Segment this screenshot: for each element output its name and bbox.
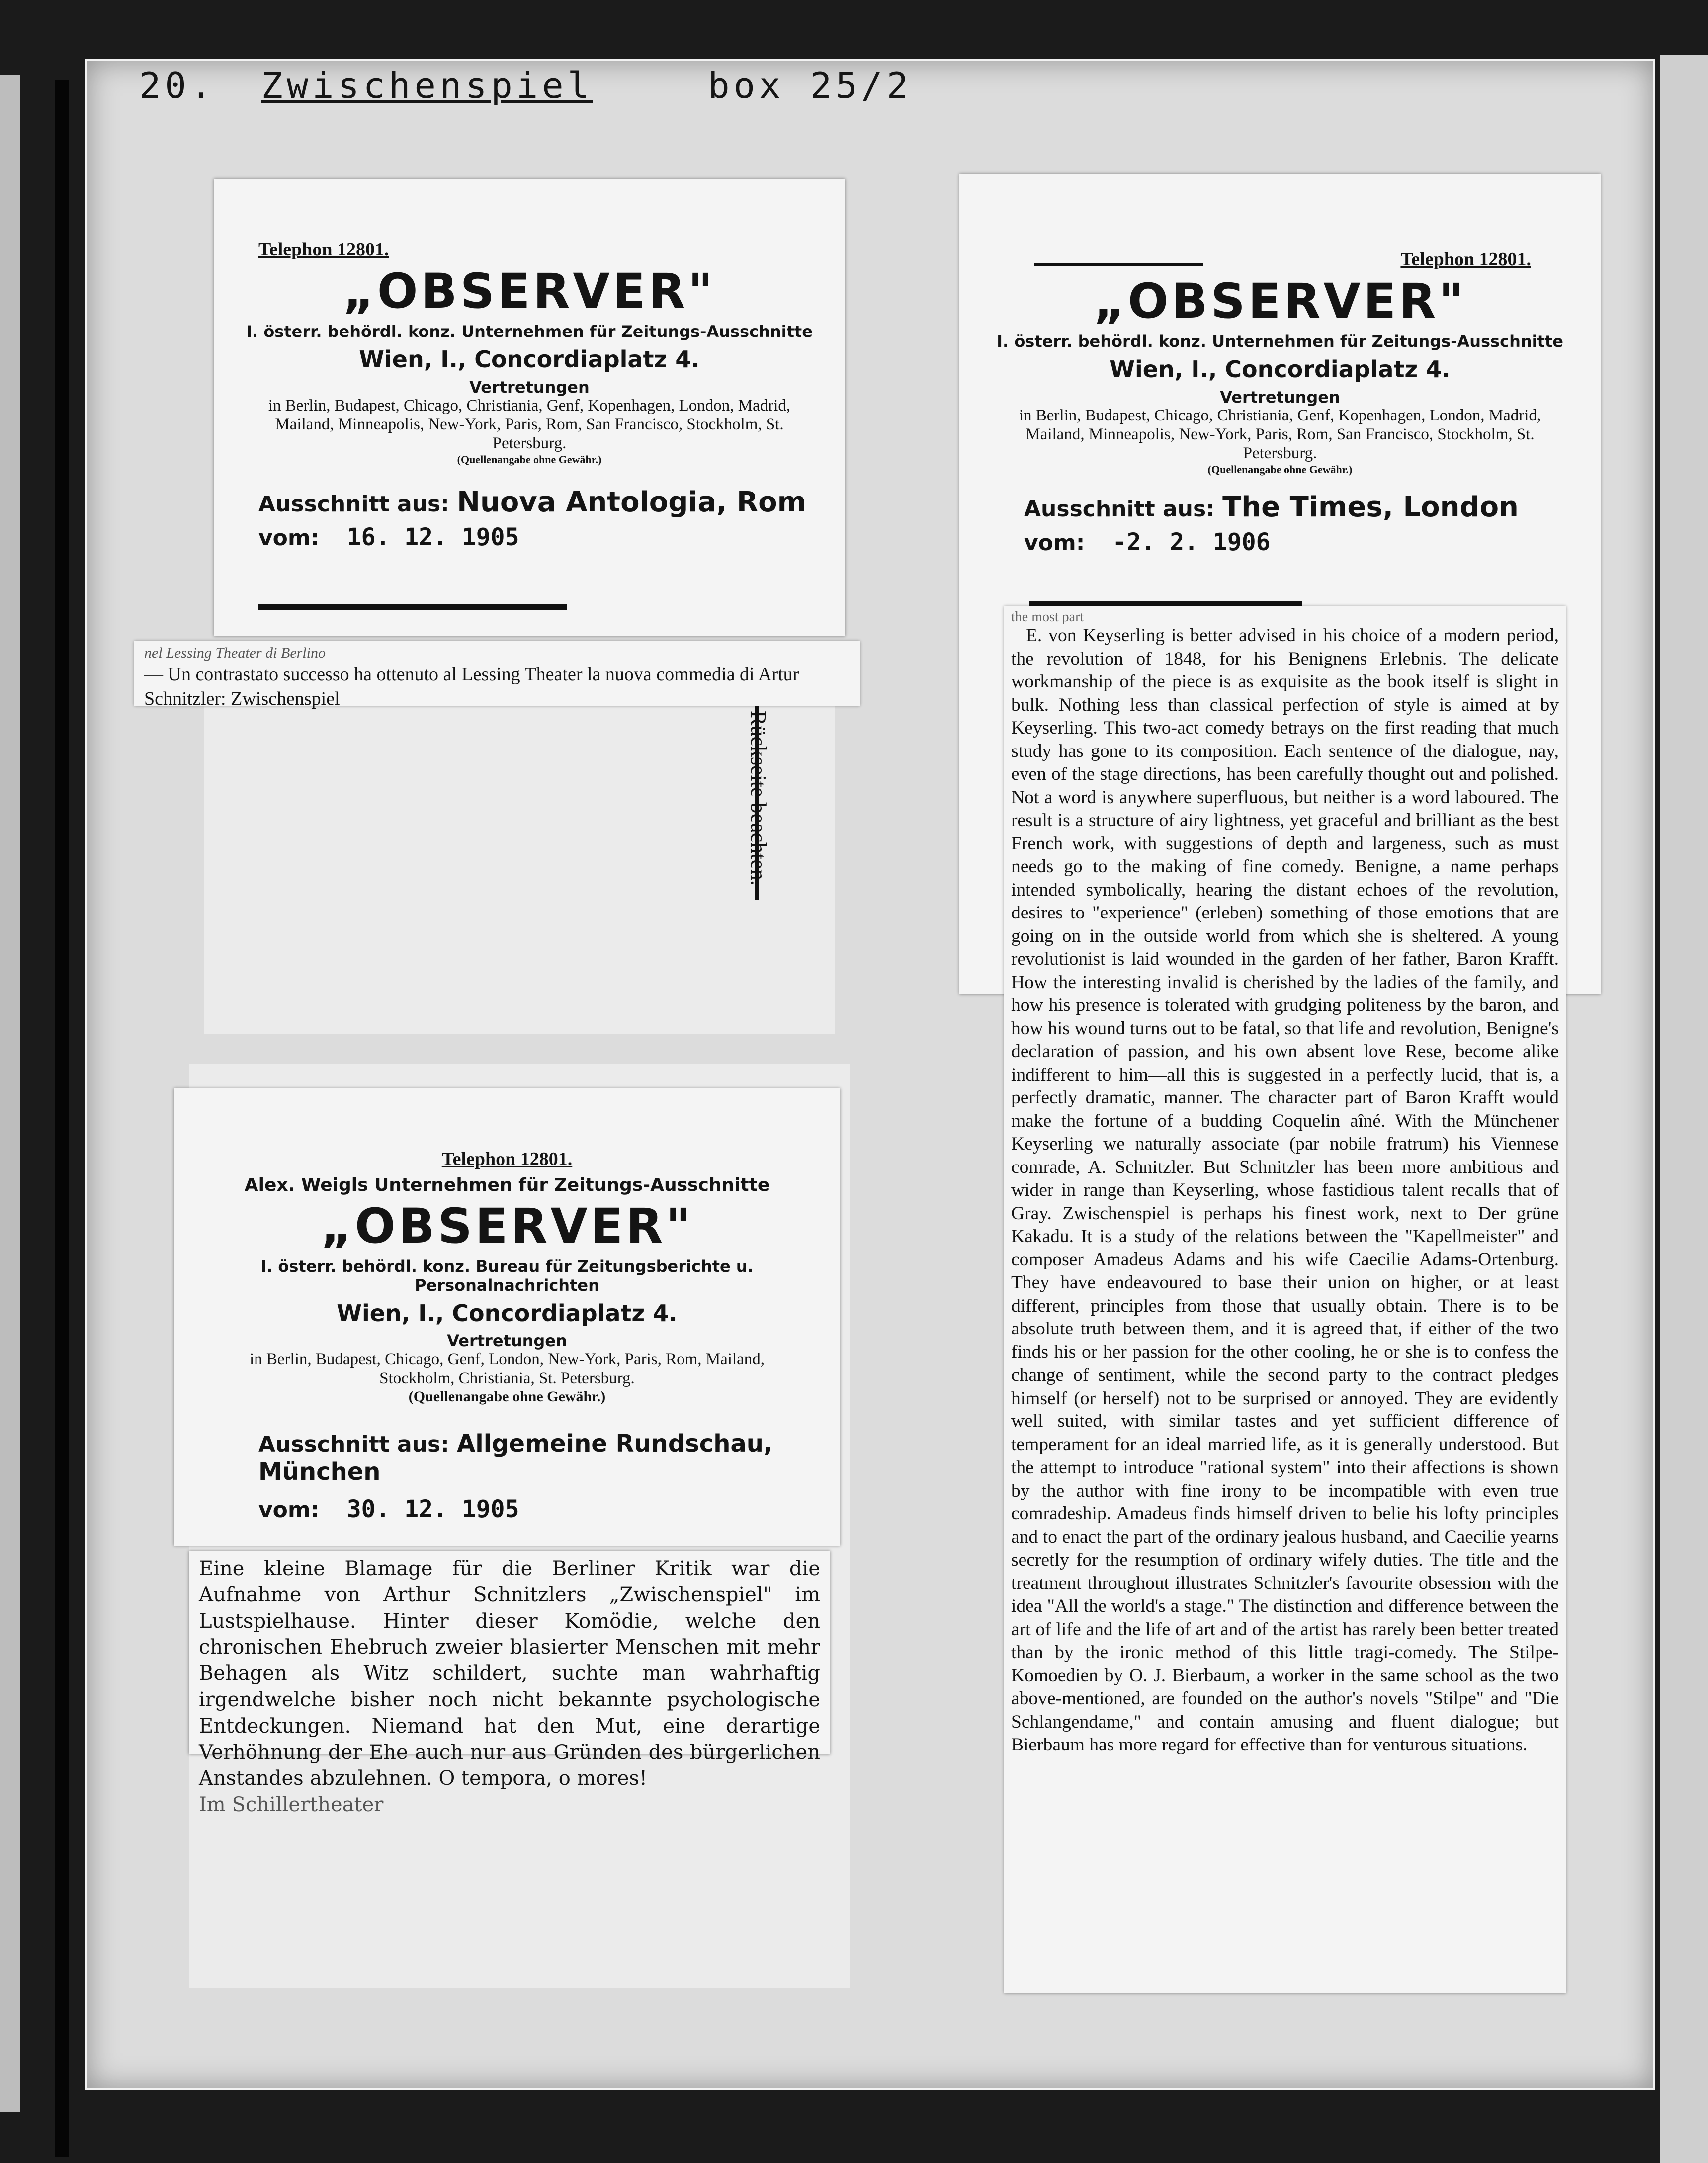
stamp-subtitle: I. österr. behördl. konz. Unternehmen für Zeitungs-Ausschnitte [997, 332, 1563, 351]
mount-left-top [204, 686, 835, 1034]
vom-label: vom: [1024, 530, 1085, 556]
stamp-left-top [214, 179, 845, 636]
vertretungen-label: Vertretungen [469, 378, 590, 397]
clip-date: -2. 2. 1906 [1112, 528, 1271, 556]
stamp-address: Wien, I., Concordiaplatz 4. [1110, 356, 1451, 383]
stamp-subtitle: I. österr. behördl. konz. Bureau für Zeitungsberichte u. Personalnachrichten [260, 1257, 754, 1295]
vom-row [258, 1496, 840, 1523]
source-name: Allgemeine Rundschau, München [258, 1429, 773, 1486]
binding-bar [55, 80, 69, 2157]
quellen-note: (Quellenangabe ohne Gewähr.) [457, 453, 602, 466]
vom-label: vom: [258, 525, 320, 551]
ausschnitt-row [1024, 491, 1601, 523]
observer-brand: „OBSERVER" [320, 1198, 694, 1254]
observer-brand: „OBSERVER" [342, 263, 716, 319]
cities-list: in Berlin, Budapest, Chicago, Christiania, Genf, Kopenhagen, London, Madrid, Mailand, Minneapolis, New-York, Paris, Rom, San Francisco, Stockholm, St. Petersburg. [1019, 407, 1541, 462]
vertretungen-label: Vertretungen [447, 1331, 567, 1350]
telephone-label: Telephon 12801. [441, 1149, 573, 1169]
source-name: The Times, London [1222, 491, 1519, 523]
header-box: box 25/2 [708, 65, 913, 106]
quellen-note: (Quellenangabe ohne Gewähr.) [408, 1388, 606, 1405]
cities-list: in Berlin, Budapest, Chicago, Genf, London, New-York, Paris, Rom, Mailand, Stockholm, Christiania, St. Petersburg. [249, 1350, 765, 1387]
vom-row [258, 523, 845, 551]
telephone-label: Telephon 12801. [258, 239, 389, 260]
ausschnitt-row [258, 1430, 840, 1486]
stamp-left-bottom [174, 1088, 840, 1546]
article-times [1004, 606, 1566, 1993]
snippet-trailing: Im Schillertheater [199, 1793, 384, 1817]
underline-bar [258, 604, 567, 610]
article-body: E. von Keyserling is better advised in his choice of a modern period, the revolution of 1848, for his Benignens Erlebnis. The delicate workmanship of the piece is as exquisite as the book itself is slight in bulk. Nothing less than classical perfection of style is aimed at by Keyserling. This two-act comedy betrays on the first reading that much study has gone to its composition. Each sentence of the dialogue, nay, even of the stage directions, has been carefully thought out and polished. Not a word is anywhere superfluous, but neither is a word laboured. The result is a structure of airy lightness, yet graceful and brilliant as the best French work, with suggestions of depth and largeness, such as must needs go to the making of fine comedy. Benigne, a name perhaps intended symbolically, hearing the distant echoes of the revolution, desires to "experience" (erleben) something of those emotions that are going on in the outside world from which she is sheltered. A young revolutionist is laid wounded in the garden of her father, Baron Krafft. How the interesting invalid is cherished by the ladies of the family, and how his presence is tolerated with grudging politeness by the baron, and how his wound turns out to be fatal, so that life and revolution, Benigne's declaration of passion, and his own absent love Rese, become alike indifferent to him—all this is suggested in a perfectly lucid, that is, a perfectly dramatic, manner. The character part of Baron Krafft would make the fortune of a budding Coquelin aîné. With the Münchener Keyserling we naturally associate (par nobile fratrum) his Viennese comrade, A. Schnitzler. But Schnitzler has been more ambitious and wider in range than Keyserling, whose fastidious talent recalls that of Gray. Zwischenspiel is perhaps his finest work, next to Der grüne Kakadu. It is a study of the relations between the "Kapellmeister" and composer Amadeus Adams and his wife Caecilie Adams-Ortenburg. They have endeavoured to base their union on higher, or at least different, principles from those that usually obtain. There is to be absolute truth between them, and it is agreed that, if either of the two finds his or her passion for the other cooling, he or she is to confess the change of sentiment, while the second party to the contract pledges himself (or herself) not to be surprised or annoyed. They are evidently well suited, with similar tastes and yet sufficient difference of temperament for an ideal married life, as it is generally understood. But the attempt to introduce "rational system" into their affections is shown by the author with fine irony to be incompatible with even true comradeship. Amadeus finds himself driven to belie his lofty principles and to enact the part of the ordinary jealous husband, and Caecilie yearns secretly for the resumption of ordinary wifely duties. The title and the treatment throughout illustrates Schnitzler's favourite obsession with the idea "All the world's a stage." The distinction and difference between the art of life and the life of art and of the artist has rarely been better treated than by the ironic method of this little tragi-comedy. The Stilpe-Komoedien by O. J. Bierbaum, a worker in the same school as the two above-mentioned, are founded on the author's novels "Stilpe" and "Die Schlangendame," and contain amusing and fluent dialogue; but Bierbaum has more regard for effective than for venturous situations. [1011, 625, 1559, 1755]
underline-bar [1034, 263, 1203, 266]
snippet-italian [134, 641, 860, 710]
stamp-subtitle: I. österr. behördl. konz. Unternehmen für Zeitungs-Ausschnitte [246, 322, 813, 341]
stamp-address: Wien, I., Concordiaplatz 4. [337, 1300, 678, 1327]
ausschnitt-label: Ausschnitt aus: [258, 1431, 449, 1457]
ausschnitt-label: Ausschnitt aus: [1024, 496, 1215, 522]
cities-list: in Berlin, Budapest, Chicago, Christiania, Genf, Kopenhagen, London, Madrid, Mailand, Minneapolis, New-York, Paris, Rom, San Francisco, Stockholm, St. Petersburg. [268, 397, 791, 452]
snippet-partial-top: nel Lessing Theater di Berlino [144, 645, 326, 661]
company-name: Alex. Weigls Unternehmen für Zeitungs-Ausschnitte [244, 1175, 770, 1195]
article-fragment: the most part [1011, 609, 1084, 625]
vom-row [1024, 528, 1601, 556]
ausschnitt-label: Ausschnitt aus: [258, 491, 449, 517]
telephone-label: Telephon 12801. [1400, 249, 1531, 270]
clip-date: 30. 12. 1905 [346, 1495, 519, 1523]
stamp-address: Wien, I., Concordiaplatz 4. [359, 346, 700, 373]
right-edge-strip [1660, 55, 1708, 2163]
left-edge-strip [0, 75, 20, 2112]
clip-date: 16. 12. 1905 [346, 523, 519, 551]
snippet-german [189, 1551, 830, 1817]
snippet-text: — Un contrastato successo ha ottenuto al Lessing Theater la nuova commedia di Artur Schnitzler: Zwischenspiel [144, 664, 799, 710]
quellen-note: (Quellenangabe ohne Gewähr.) [1207, 463, 1353, 476]
source-name: Nuova Antologia, Rom [457, 486, 806, 518]
snippet-text: Eine kleine Blamage für die Berliner Kritik war die Aufnahme von Arthur Schnitzlers „Zwischenspiel" im Lustspielhause. Hinter dieser Komödie, welche den chronischen Ehebruch zweier blasierter Menschen mit mehr Behagen als Witz schildert, suchte man wahrhaftig irgendwelche bisher noch nicht bekannte psychologische Entdeckungen. Niemand hat den Mut, eine derartige Verhöhnung der Ehe auch nur aus Gründen des bürgerlichen Anstandes abzulehnen. O tempora, o mores! [199, 1557, 820, 1790]
observer-brand: „OBSERVER" [1093, 273, 1467, 329]
ausschnitt-row [258, 486, 845, 518]
vertretungen-label: Vertretungen [1220, 388, 1340, 407]
side-rule [755, 706, 759, 900]
header-number: 20. [139, 65, 216, 106]
vom-label: vom: [258, 1497, 320, 1523]
page-header [139, 65, 912, 106]
header-title: Zwischenspiel [261, 65, 593, 106]
